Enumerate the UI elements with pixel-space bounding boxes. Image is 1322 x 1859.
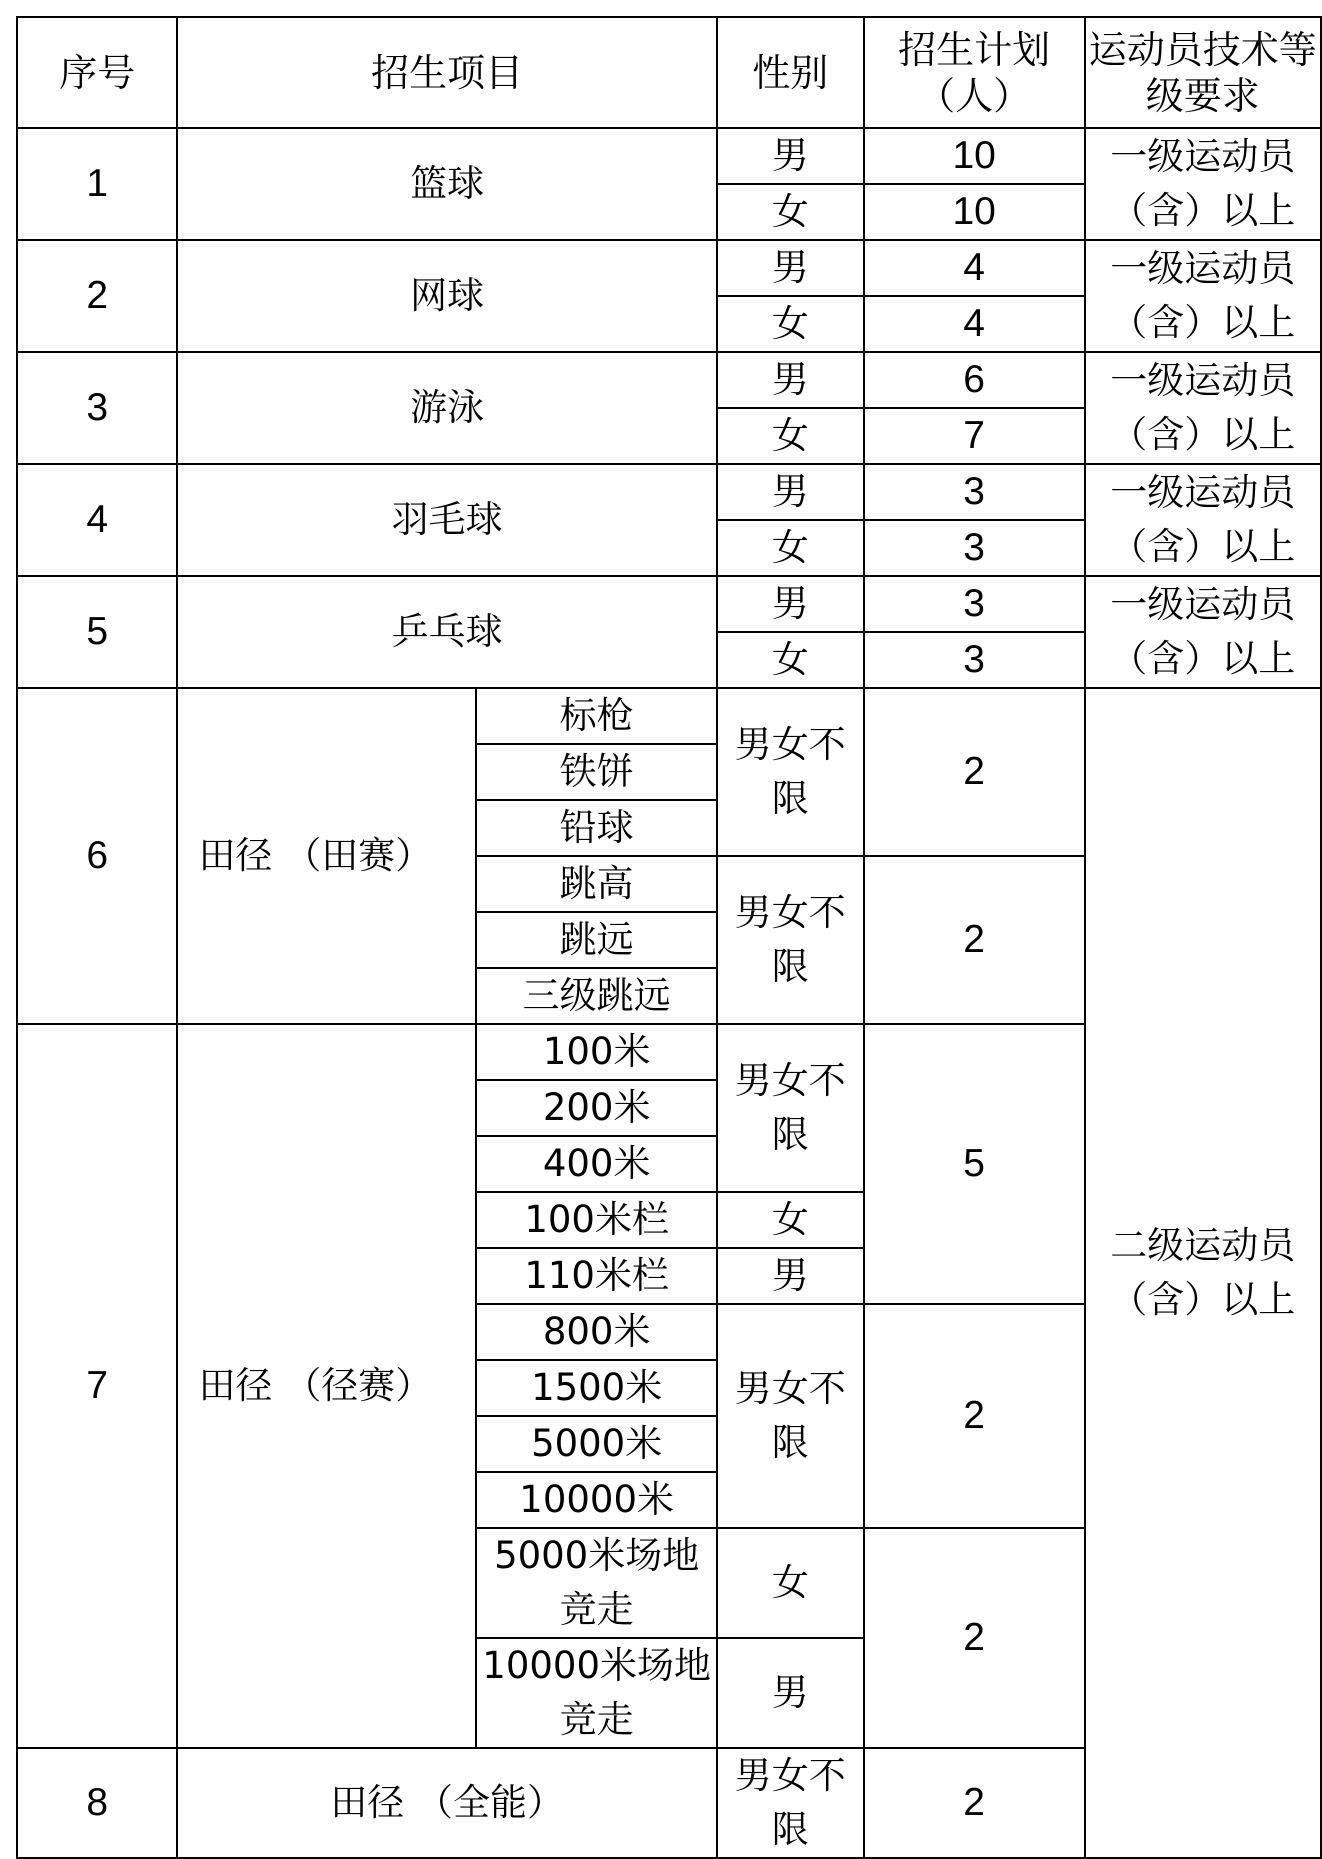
level-requirement: 一级运动员（含）以上 — [1085, 128, 1321, 240]
row-number: 4 — [17, 464, 177, 576]
event-name: 1500米 — [476, 1360, 716, 1416]
event-name: 标枪 — [476, 688, 716, 744]
event-name: 110米栏 — [476, 1248, 716, 1304]
gender-cell: 女 — [717, 520, 864, 576]
header-level: 运动员技术等级要求 — [1085, 17, 1321, 128]
gender-cell: 女 — [717, 296, 864, 352]
gender-cell: 男女不限 — [717, 1024, 864, 1192]
header-no: 序号 — [17, 17, 177, 128]
plan-count: 3 — [864, 632, 1085, 688]
gender-cell: 女 — [717, 1528, 864, 1638]
table-row — [17, 128, 1321, 184]
row-number: 6 — [17, 688, 177, 1024]
event-name: 跳远 — [476, 912, 716, 968]
gender-cell: 女 — [717, 184, 864, 240]
table-row — [17, 352, 1321, 408]
plan-count: 10 — [864, 128, 1085, 184]
event-name: 5000米场地竞走 — [476, 1528, 716, 1638]
level-requirement: 一级运动员（含）以上 — [1085, 576, 1321, 688]
table-row — [17, 688, 1321, 744]
gender-cell: 男 — [717, 1248, 864, 1304]
project-name: 田径 （径赛） — [177, 1024, 476, 1748]
project-name: 游泳 — [177, 352, 716, 464]
header-row — [17, 17, 1321, 128]
gender-cell: 男 — [717, 240, 864, 296]
plan-count: 3 — [864, 464, 1085, 520]
plan-count: 2 — [864, 1748, 1085, 1858]
plan-count: 7 — [864, 408, 1085, 464]
event-name: 100米 — [476, 1024, 716, 1080]
table-row — [17, 240, 1321, 296]
table-row — [17, 464, 1321, 520]
project-name: 篮球 — [177, 128, 716, 240]
event-name: 100米栏 — [476, 1192, 716, 1248]
gender-cell: 女 — [717, 1192, 864, 1248]
project-name: 乒乓球 — [177, 576, 716, 688]
gender-cell: 女 — [717, 632, 864, 688]
enrollment-table-sheet — [16, 16, 1322, 1859]
gender-cell: 男 — [717, 464, 864, 520]
event-name: 跳高 — [476, 856, 716, 912]
row-number: 7 — [17, 1024, 177, 1748]
gender-cell: 男女不限 — [717, 1748, 864, 1858]
event-name: 铅球 — [476, 800, 716, 856]
event-name: 400米 — [476, 1136, 716, 1192]
event-name: 200米 — [476, 1080, 716, 1136]
event-name: 10000米 — [476, 1472, 716, 1528]
event-name: 5000米 — [476, 1416, 716, 1472]
event-name: 铁饼 — [476, 744, 716, 800]
plan-count: 4 — [864, 240, 1085, 296]
project-name: 田径 （全能） — [177, 1748, 716, 1858]
table-row — [17, 576, 1321, 632]
gender-cell: 男 — [717, 128, 864, 184]
gender-cell: 男 — [717, 352, 864, 408]
plan-count: 5 — [864, 1024, 1085, 1304]
gender-cell: 男 — [717, 576, 864, 632]
event-name: 10000米场地竞走 — [476, 1638, 716, 1748]
level-requirement: 一级运动员（含）以上 — [1085, 464, 1321, 576]
row-number: 1 — [17, 128, 177, 240]
project-name: 羽毛球 — [177, 464, 716, 576]
enrollment-table — [16, 16, 1322, 1859]
event-name: 三级跳远 — [476, 968, 716, 1024]
row-number: 8 — [17, 1748, 177, 1858]
plan-count: 3 — [864, 576, 1085, 632]
level-requirement: 一级运动员（含）以上 — [1085, 352, 1321, 464]
header-plan: 招生计划（人） — [864, 17, 1085, 128]
row-number: 2 — [17, 240, 177, 352]
plan-count: 3 — [864, 520, 1085, 576]
project-name: 田径 （田赛） — [177, 688, 476, 1024]
plan-count: 10 — [864, 184, 1085, 240]
gender-cell: 男女不限 — [717, 1304, 864, 1528]
header-project: 招生项目 — [177, 17, 716, 128]
plan-count: 4 — [864, 296, 1085, 352]
level-requirement: 二级运动员（含）以上 — [1085, 688, 1321, 1858]
plan-count: 2 — [864, 1304, 1085, 1528]
plan-count: 6 — [864, 352, 1085, 408]
header-gender: 性别 — [717, 17, 864, 128]
row-number: 3 — [17, 352, 177, 464]
plan-count: 2 — [864, 1528, 1085, 1748]
plan-count: 2 — [864, 688, 1085, 856]
event-name: 800米 — [476, 1304, 716, 1360]
gender-cell: 男 — [717, 1638, 864, 1748]
gender-cell: 男女不限 — [717, 856, 864, 1024]
project-name: 网球 — [177, 240, 716, 352]
gender-cell: 男女不限 — [717, 688, 864, 856]
gender-cell: 女 — [717, 408, 864, 464]
plan-count: 2 — [864, 856, 1085, 1024]
level-requirement: 一级运动员（含）以上 — [1085, 240, 1321, 352]
row-number: 5 — [17, 576, 177, 688]
